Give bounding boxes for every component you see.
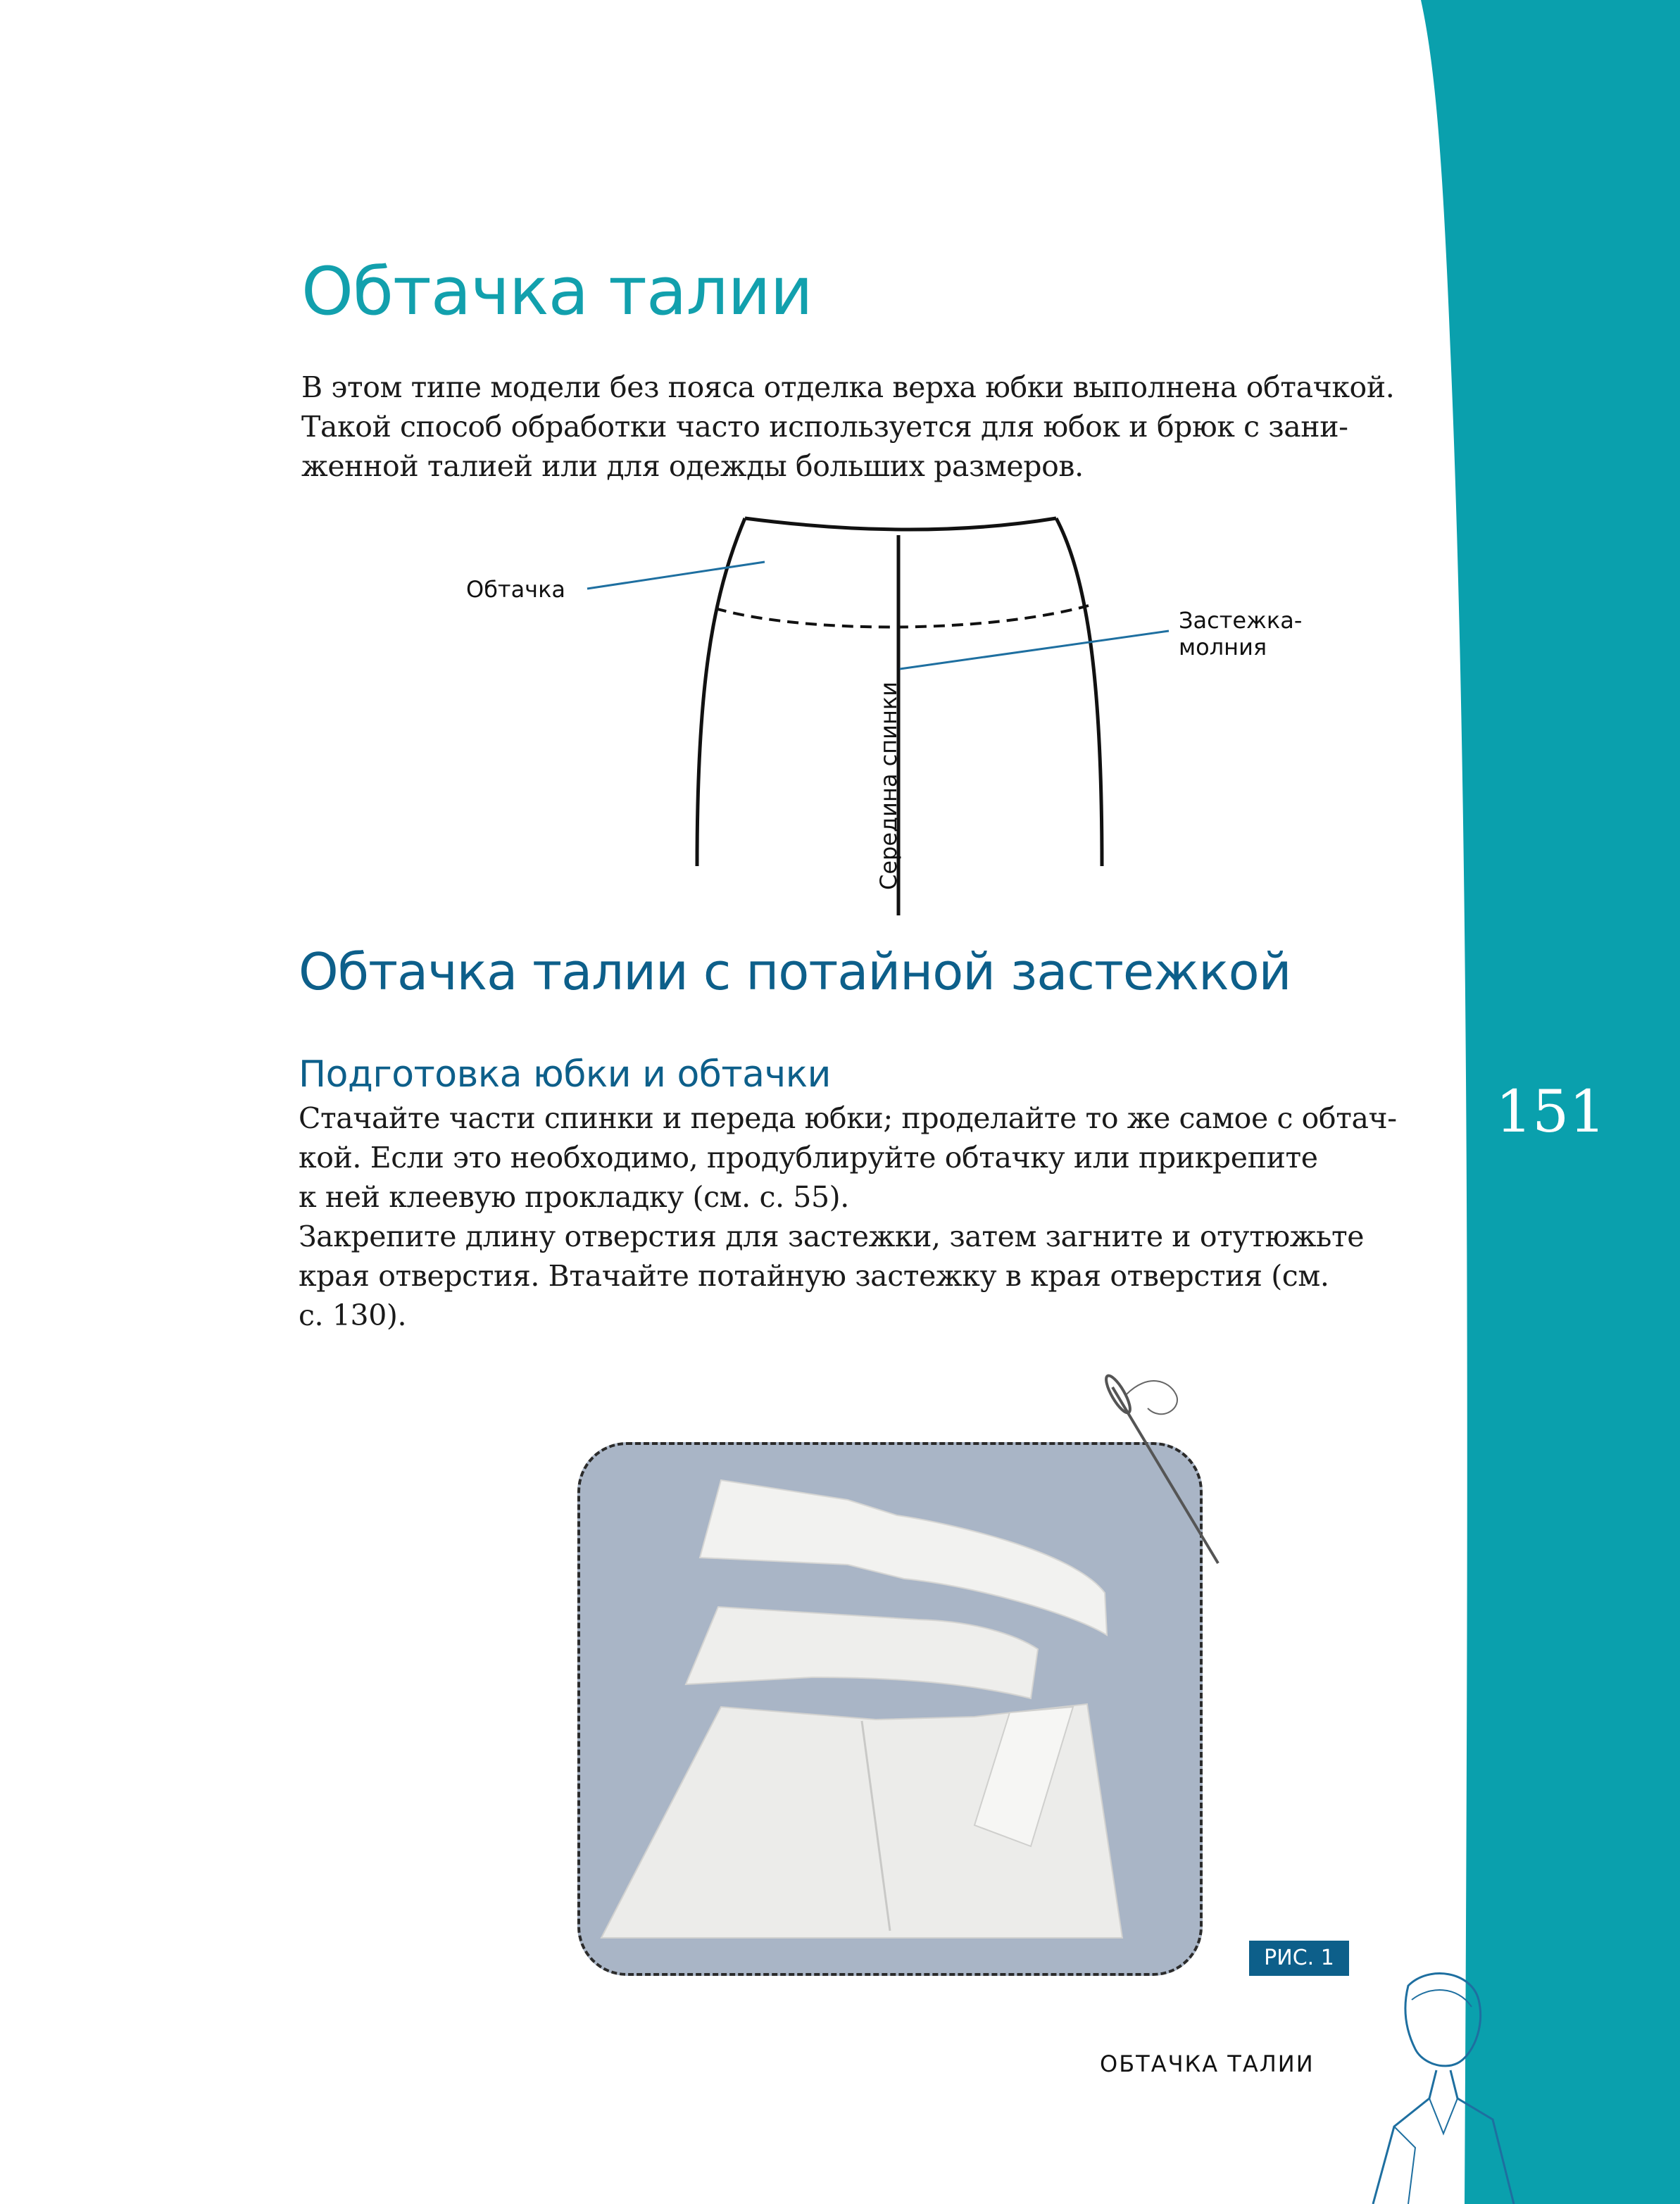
- label-zipper-line: молния: [1179, 634, 1267, 660]
- section-line: Закрепите длину отверстия для застежки, затем загните и отутюжьте: [299, 1220, 1365, 1253]
- figure-label: РИС. 1: [1249, 1941, 1349, 1976]
- running-footer: ОБТАЧКА ТАЛИИ: [1100, 2050, 1315, 2077]
- section-line: к ней клеевую прокладку (см. с. 55).: [299, 1180, 849, 1214]
- section-line: с. 130).: [299, 1298, 407, 1332]
- intro-line: Такой способ обработки часто используется для юбок и брюк с зани-: [301, 410, 1348, 444]
- label-facing: Обтачка: [466, 576, 566, 603]
- section-paragraph: [299, 1098, 1419, 1335]
- label-zipper: [1179, 607, 1302, 660]
- label-zipper-line: Застежка-: [1179, 607, 1303, 634]
- needle-thread-icon: [1098, 1366, 1239, 1577]
- page-number: 151: [1496, 1079, 1606, 1146]
- woman-sketch-illustration: [1352, 1958, 1549, 2204]
- section-line: края отверстия. Втачайте потайную застежку в края отверстия (см.: [299, 1259, 1329, 1293]
- intro-line: В этом типе модели без пояса отделка верха юбки выполнена обтачкой.: [301, 370, 1395, 404]
- section-line: Стачайте части спинки и переда юбки; проделайте то же самое с обтач-: [299, 1101, 1397, 1135]
- intro-line: женной талией или для одежды больших размеров.: [301, 449, 1084, 483]
- page-title: Обтачка талии: [301, 253, 813, 330]
- section-title: Обтачка талии с потайной застежкой: [299, 942, 1291, 1001]
- section-line: кой. Если это необходимо, продублируйте обтачку или прикрепите: [299, 1141, 1318, 1175]
- label-center-back: Середина спинки: [875, 681, 902, 890]
- subsection-title: Подготовка юбки и обтачки: [299, 1053, 831, 1096]
